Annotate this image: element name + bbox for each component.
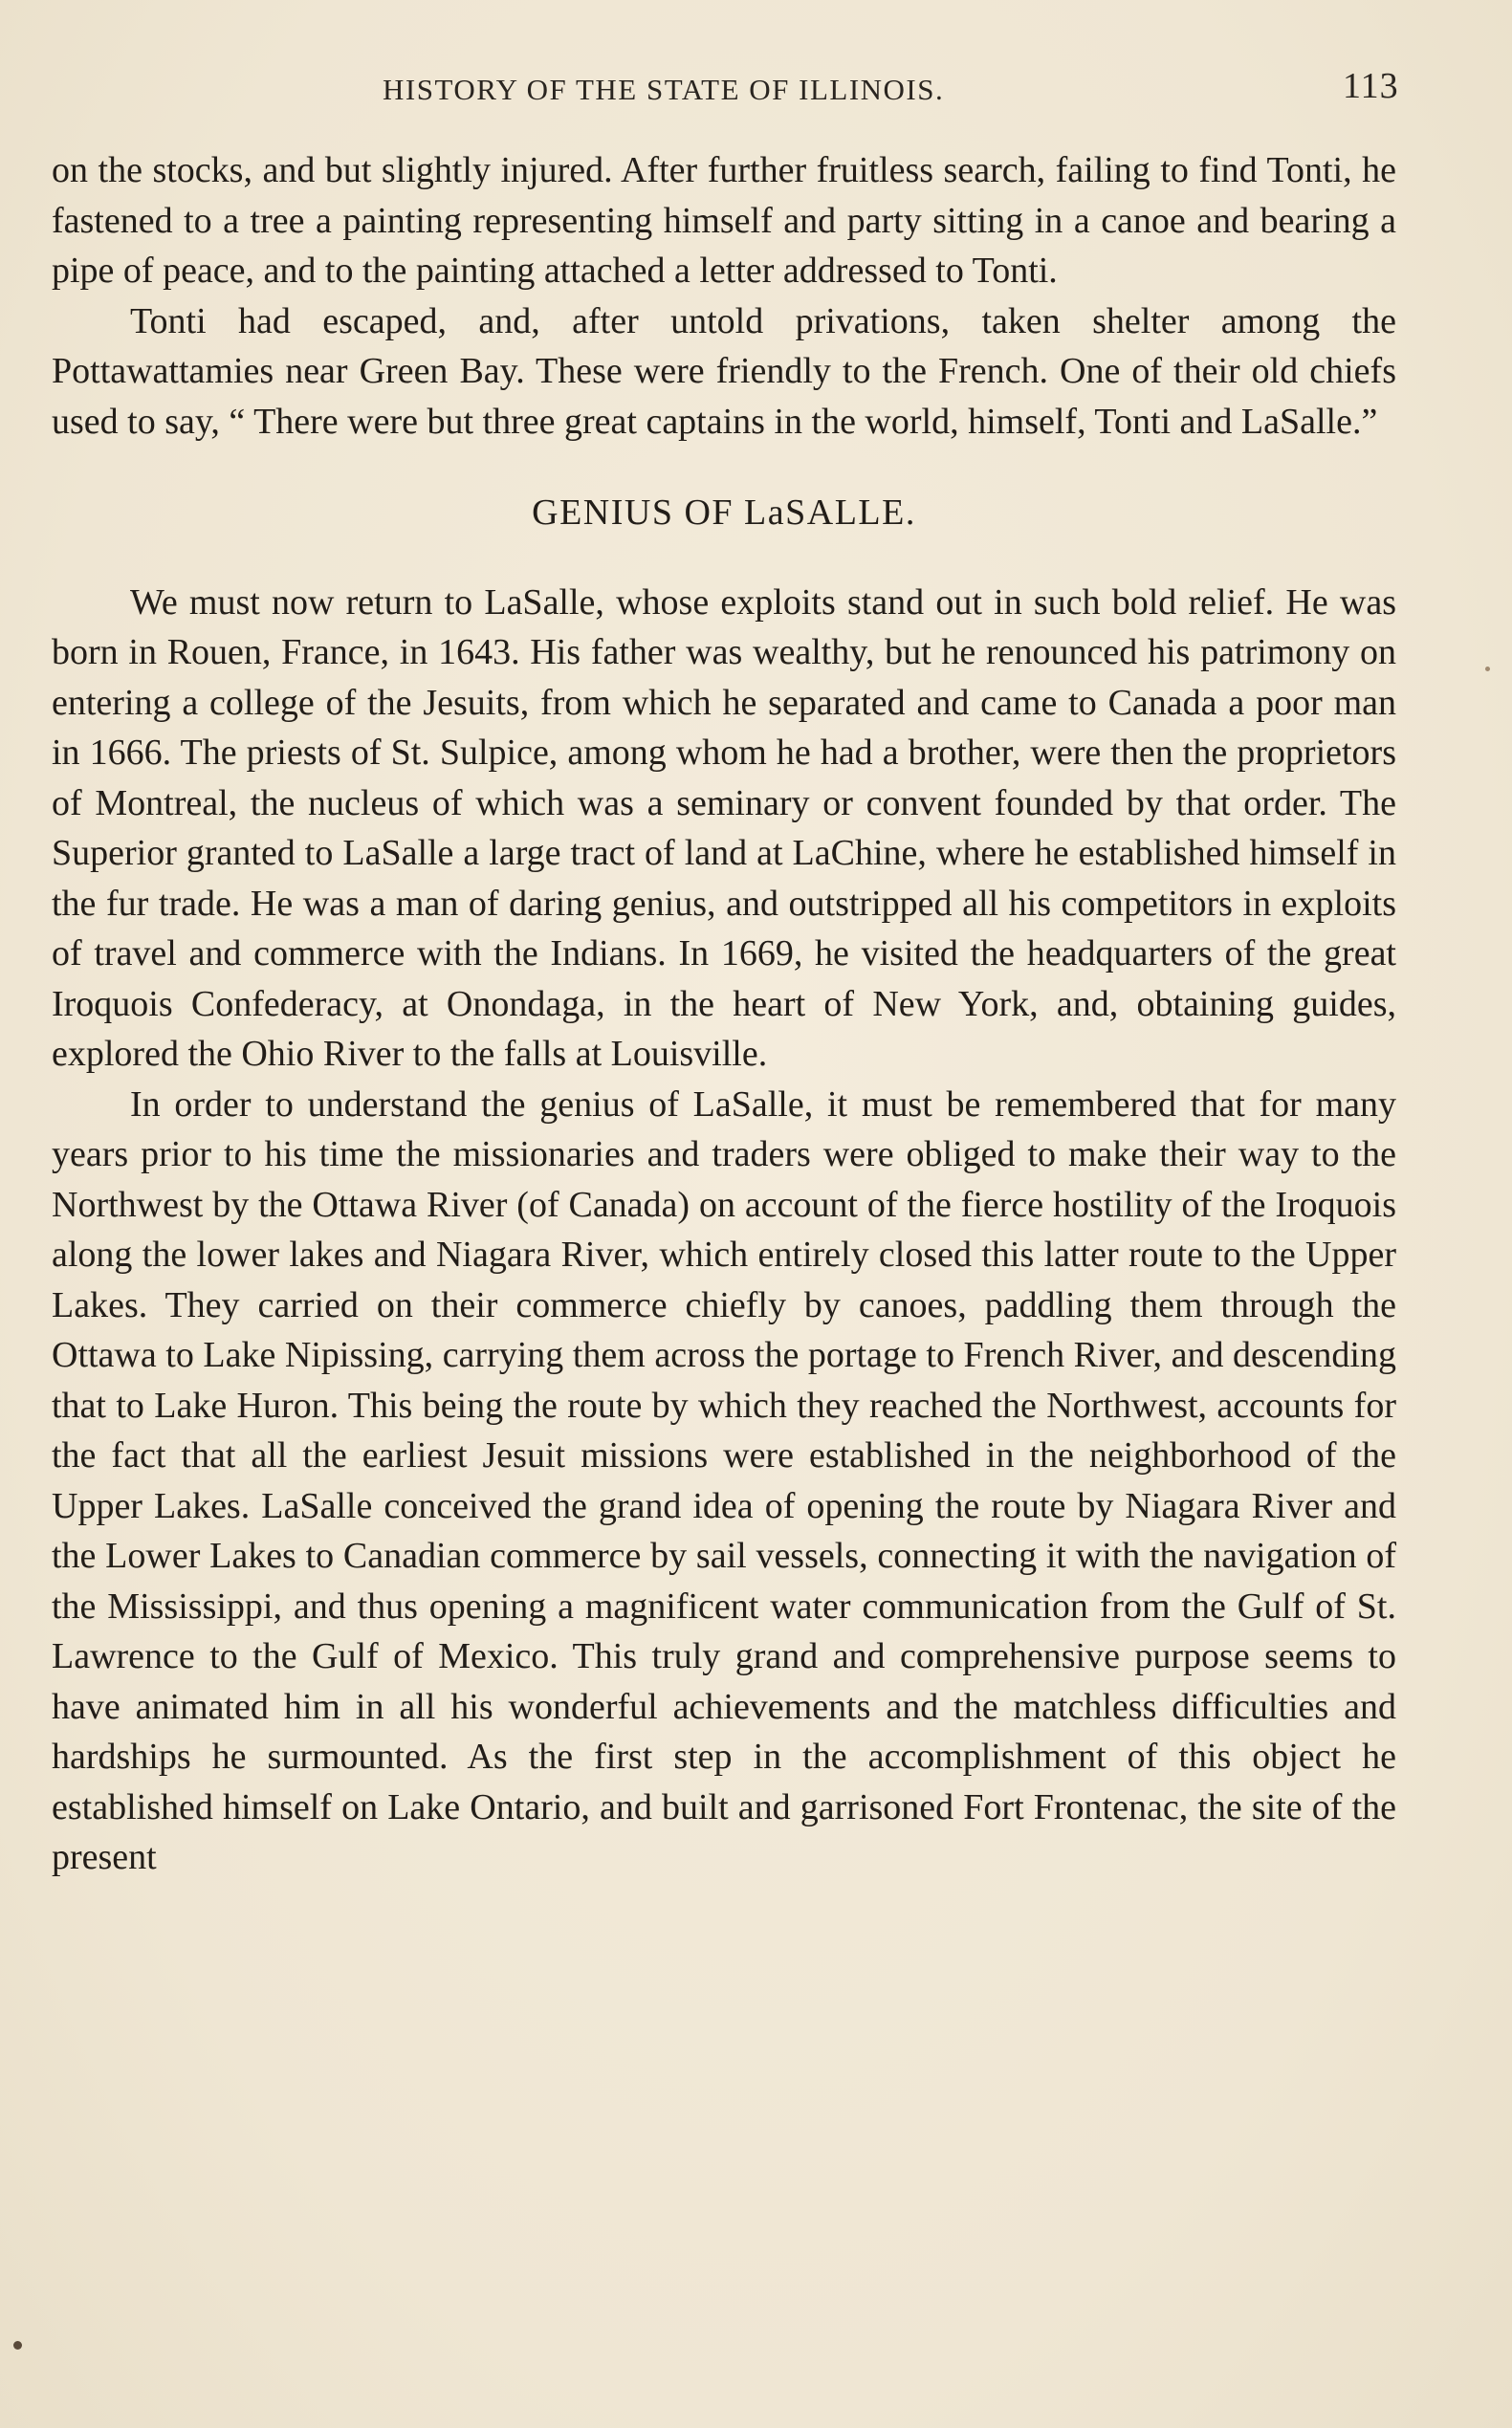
running-title: HISTORY OF THE STATE OF ILLINOIS. <box>383 73 945 106</box>
body-text <box>52 145 1396 1883</box>
paragraph-lasalle-genius: In order to understand the genius of LaSalle, it must be remembered that for many years prior to his time the missionaries and traders were obliged to make their way to the Northwest by the Ottawa River (of Canada) on account of the fierce hostility of the Iroquois along the lower lakes and Niagara River, which entirely closed this latter route to the Upper Lakes. They carried on their commerce chiefly by canoes, paddling them through the Ottawa to Lake Nipissing, carrying them across the portage to French River, and descending that to Lake Huron. This being the route by which they reached the Northwest, accounts for the fact that all the earliest Jesuit missions were established in the neighborhood of the Upper Lakes. LaSalle conceived the grand idea of opening the route by Niagara River and the Lower Lakes to Canadian commerce by sail vessels, connecting it with the navigation of the Mississippi, and thus opening a magnificent water communication from the Gulf of St. Lawrence to the Gulf of Mexico. This truly grand and comprehensive purpose seems to have animated him in all his wonderful achievements and the matchless difficulties and hardships he surmounted. As the first step in the accomplishment of this object he established himself on Lake Ontario, and built and garrisoned Fort Frontenac, the site of the present <box>52 1083 1396 1877</box>
paragraph-tonti-escape: Tonti had escaped, and, after untold privations, taken shelter among the Pottawattamies near Green Bay. These were friendly to the French. One of their old chiefs used to say, “ There were but three great captains in the world, himself, Tonti and LaSalle.” <box>52 300 1396 442</box>
paper-speck <box>1485 667 1490 671</box>
page-number: 113 <box>1343 66 1399 106</box>
running-head <box>0 65 1512 119</box>
paragraph-lasalle-origins: We must now return to LaSalle, whose exploits stand out in such bold relief. He was born in Rouen, France, in 1643. His father was wealthy, but he renounced his patrimony on entering a college of the Jesuits, from which he separated and came to Canada a poor man in 1666. The priests of St. Sulpice, among whom he had a brother, were then the proprietors of Montreal, the nucleus of which was a seminary or convent founded by that order. The Superior granted to LaSalle a large tract of land at LaChine, where he established himself in the fur trade. He was a man of daring genius, and outstripped all his competitors in exploits of travel and commerce with the Indians. In 1669, he visited the headquarters of the great Iroquois Confederacy, at Onondaga, in the heart of New York, and, obtaining guides, explored the Ohio River to the falls at Louisville. <box>52 581 1396 1074</box>
section-heading: GENIUS OF LaSALLE. <box>532 492 916 533</box>
ink-spot <box>13 2341 22 2350</box>
paragraph-continued: on the stocks, and but slightly injured. After further fruitless search, failing to find Tonti, he fastened to a tree a painting representing himself and party sitting in a canoe and bearing a pipe of peace, and to the painting attached a letter addressed to Tonti. <box>52 150 1396 291</box>
